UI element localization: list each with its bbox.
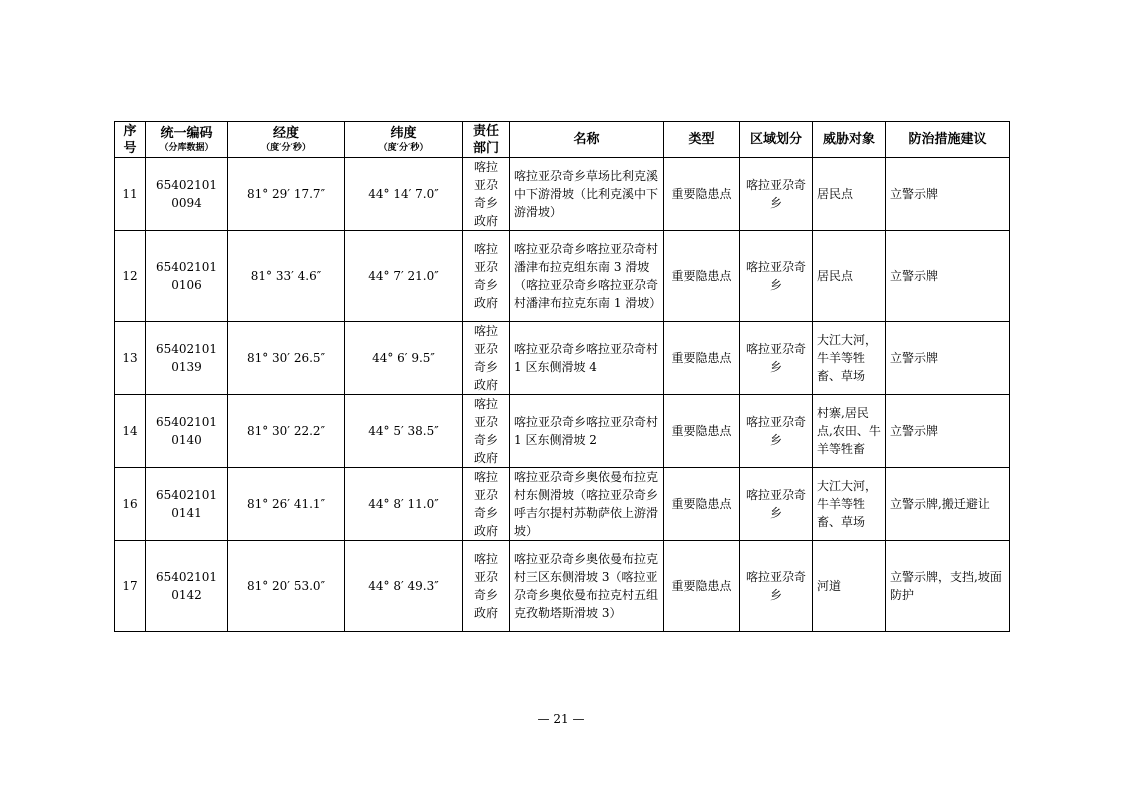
cell-seq: 17	[115, 541, 146, 632]
cell-threat: 大江大河，牛羊等牲畜、草场	[813, 322, 886, 395]
cell-threat: 大江大河，牛羊等牲畜、草场	[813, 468, 886, 541]
cell-dept: 喀拉亚尕奇乡政府	[463, 468, 510, 541]
cell-latitude: 44° 8′ 11.0″	[345, 468, 463, 541]
header-longitude-label: 经度	[272, 126, 299, 141]
header-latitude	[345, 122, 463, 158]
cell-dept: 喀拉亚尕奇乡政府	[463, 158, 510, 231]
cell-longitude: 81° 30′ 26.5″	[228, 322, 345, 395]
cell-longitude: 81° 30′ 22.2″	[228, 395, 345, 468]
header-seq: 序号	[115, 122, 146, 158]
cell-type: 重要隐患点	[664, 395, 740, 468]
cell-longitude: 81° 20′ 53.0″	[228, 541, 345, 632]
cell-type: 重要隐患点	[664, 231, 740, 322]
cell-latitude: 44° 8′ 49.3″	[345, 541, 463, 632]
header-latitude-sub: （度′分′秒）	[378, 143, 429, 153]
cell-area: 喀拉亚尕奇乡	[740, 395, 813, 468]
cell-threat: 村寨,居民点,农田、牛羊等牲畜	[813, 395, 886, 468]
cell-code: 654021010139	[146, 322, 228, 395]
header-code-sub: （分库数据）	[159, 143, 214, 153]
cell-threat: 河道	[813, 541, 886, 632]
cell-seq: 12	[115, 231, 146, 322]
cell-name: 喀拉亚尕奇乡草场比利克溪中下游滑坡（比利克溪中下游滑坡）	[510, 158, 664, 231]
header-row	[115, 122, 1010, 158]
header-threat: 威胁对象	[813, 122, 886, 158]
cell-threat: 居民点	[813, 158, 886, 231]
cell-threat: 居民点	[813, 231, 886, 322]
cell-area: 喀拉亚尕奇乡	[740, 468, 813, 541]
cell-name: 喀拉亚尕奇乡喀拉亚尕奇村 1 区东侧滑坡 4	[510, 322, 664, 395]
cell-seq: 14	[115, 395, 146, 468]
table-row	[115, 322, 1010, 395]
cell-area: 喀拉亚尕奇乡	[740, 322, 813, 395]
cell-measure: 立警示牌,搬迁避让	[886, 468, 1010, 541]
table-row	[115, 158, 1010, 231]
cell-area: 喀拉亚尕奇乡	[740, 158, 813, 231]
cell-code: 654021010094	[146, 158, 228, 231]
cell-dept: 喀拉亚尕奇乡政府	[463, 322, 510, 395]
header-code-label: 统一编码	[160, 126, 213, 141]
cell-type: 重要隐患点	[664, 158, 740, 231]
page-number: — 21 —	[537, 712, 585, 726]
header-longitude	[228, 122, 345, 158]
header-type: 类型	[664, 122, 740, 158]
cell-seq: 13	[115, 322, 146, 395]
cell-latitude: 44° 6′ 9.5″	[345, 322, 463, 395]
hazard-table	[114, 121, 1010, 632]
cell-code: 654021010142	[146, 541, 228, 632]
cell-seq: 16	[115, 468, 146, 541]
cell-latitude: 44° 7′ 21.0″	[345, 231, 463, 322]
table-row	[115, 395, 1010, 468]
cell-name: 喀拉亚尕奇乡喀拉亚尕奇村 1 区东侧滑坡 2	[510, 395, 664, 468]
cell-dept: 喀拉亚尕奇乡政府	[463, 395, 510, 468]
header-measure: 防治措施建议	[886, 122, 1010, 158]
table-row	[115, 468, 1010, 541]
cell-name: 喀拉亚尕奇乡奥依曼布拉克村三区东侧滑坡 3（喀拉亚尕奇乡奥依曼布拉克村五组克孜勒塔斯滑坡 3）	[510, 541, 664, 632]
cell-longitude: 81° 26′ 41.1″	[228, 468, 345, 541]
header-area: 区域划分	[740, 122, 813, 158]
table-row	[115, 541, 1010, 632]
cell-seq: 11	[115, 158, 146, 231]
header-dept: 责任部门	[463, 122, 510, 158]
cell-code: 654021010140	[146, 395, 228, 468]
cell-area: 喀拉亚尕奇乡	[740, 541, 813, 632]
cell-longitude: 81° 33′ 4.6″	[228, 231, 345, 322]
header-latitude-label: 纬度	[390, 126, 417, 141]
cell-latitude: 44° 5′ 38.5″	[345, 395, 463, 468]
table-row	[115, 231, 1010, 322]
header-longitude-sub: （度′分′秒）	[261, 143, 311, 153]
cell-dept: 喀拉亚尕奇乡政府	[463, 541, 510, 632]
cell-longitude: 81° 29′ 17.7″	[228, 158, 345, 231]
cell-latitude: 44° 14′ 7.0″	[345, 158, 463, 231]
cell-name: 喀拉亚尕奇乡喀拉亚尕奇村潘津布拉克组东南 3 滑坡（喀拉亚尕奇乡喀拉亚尕奇村潘津布拉克东南 1 滑坡）	[510, 231, 664, 322]
cell-code: 654021010141	[146, 468, 228, 541]
header-name: 名称	[510, 122, 664, 158]
header-code	[146, 122, 228, 158]
cell-measure: 立警示牌	[886, 395, 1010, 468]
cell-measure: 立警示牌	[886, 322, 1010, 395]
cell-type: 重要隐患点	[664, 468, 740, 541]
cell-measure: 立警示牌，支挡,坡面防护	[886, 541, 1010, 632]
cell-measure: 立警示牌	[886, 158, 1010, 231]
cell-type: 重要隐患点	[664, 541, 740, 632]
cell-area: 喀拉亚尕奇乡	[740, 231, 813, 322]
cell-code: 654021010106	[146, 231, 228, 322]
cell-name: 喀拉亚尕奇乡奥依曼布拉克村东侧滑坡（喀拉亚尕奇乡呼吉尔提村苏勒萨依上游滑坡）	[510, 468, 664, 541]
cell-measure: 立警示牌	[886, 231, 1010, 322]
cell-dept: 喀拉亚尕奇乡政府	[463, 231, 510, 322]
cell-type: 重要隐患点	[664, 322, 740, 395]
